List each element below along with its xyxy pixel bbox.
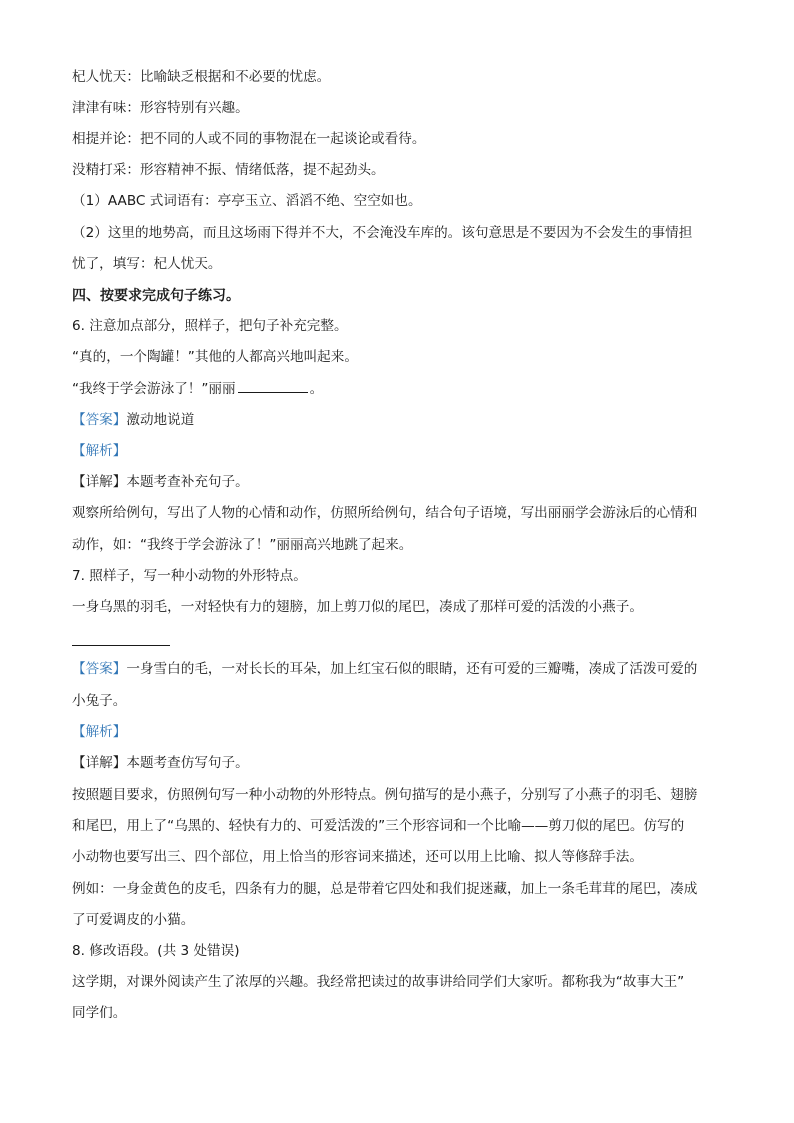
q6-prompt: 6. 注意加点部分，照样子，把句子补充完整。 — [72, 318, 348, 334]
q6-explain-line2: 动作，如：“我终于学会游泳了！”丽丽高兴地跳了起来。 — [72, 537, 413, 553]
q6-answer — [72, 410, 732, 430]
q7-explain-line3: 小动物也要写出三、四个部位，用上恰当的形容词来描述，还可以用上比喻、拟人等修辞手法。 — [72, 849, 643, 865]
answer-blank-line[interactable] — [72, 645, 170, 646]
section-heading: 四、按要求完成句子练习。 — [72, 288, 240, 304]
answer-tag: 【答案】 — [72, 661, 127, 677]
q6-fill-suffix: 。 — [309, 381, 324, 397]
q6-detail-text: 本题考查补充句子。 — [126, 474, 249, 490]
detail-tag: 【详解】 — [72, 474, 127, 490]
q6-answer-text: 激动地说道 — [126, 412, 195, 428]
q7-detail — [72, 753, 732, 773]
q7-example: 一身乌黑的羽毛，一对轻快有力的翅膀，加上剪刀似的尾巴，凑成了那样可爱的活泼的小燕子。 — [72, 599, 643, 615]
idiom-meijing: 没精打采：形容精神不振、情绪低落，提不起劲头。 — [72, 162, 385, 178]
q7-answer-line2: 小兔子。 — [72, 693, 127, 709]
q8-para-line1: 这学期，对课外阅读产生了浓厚的兴趣。我经常把读过的故事讲给同学们大家听。都称我为“故事大王” — [72, 974, 685, 990]
answer-tag: 【答案】 — [72, 412, 127, 428]
q7-explain-line2: 和尾巴，用上了“乌黑的、轻快有力的、可爱活泼的”三个形容词和一个比喻——剪刀似的尾巴。仿写的 — [72, 818, 685, 834]
q6-fill-prefix: “我终于学会游泳了！”丽丽 — [72, 381, 236, 397]
q8-prompt: 8. 修改语段。(共 3 处错误) — [72, 943, 240, 959]
fill-blank[interactable] — [238, 380, 308, 393]
q7-answer-line1 — [72, 659, 732, 679]
q6-example: “真的，一个陶罐！”其他的人都高兴地叫起来。 — [72, 349, 358, 365]
q7-explain-line1: 按照题目要求，仿照例句写一种小动物的外形特点。例句描写的是小燕子，分别写了小燕子的羽毛、翅膀 — [72, 787, 698, 803]
q7-prompt: 7. 照样子，写一种小动物的外形特点。 — [72, 568, 307, 584]
answer-q2-line1: （2）这里的地势高，而且这场雨下得并不大，不会淹没车库的。该句意思是不要因为不会发生的事情担 — [72, 225, 693, 241]
q7-detail-text: 本题考查仿写句子。 — [126, 755, 249, 771]
q7-example-line2: 了可爱调皮的小猫。 — [72, 912, 195, 928]
detail-tag: 【详解】 — [72, 755, 127, 771]
q6-fill-sentence — [72, 379, 732, 399]
q7-analysis-tag: 【解析】 — [72, 724, 127, 740]
q6-explain-line1: 观察所给例句，写出了人物的心情和动作，仿照所给例句，结合句子语境，写出丽丽学会游泳后的心情和 — [72, 505, 698, 521]
q8-para-line2: 同学们。 — [72, 1005, 127, 1021]
idiom-xiangti: 相提并论：把不同的人或不同的事物混在一起谈论或看待。 — [72, 131, 426, 147]
answer-q2-line2: 忧了，填写：杞人忧天。 — [72, 256, 222, 272]
q6-detail — [72, 472, 732, 492]
idiom-jinjin: 津津有味：形容特别有兴趣。 — [72, 100, 249, 116]
q7-example-line1: 例如：一身金黄色的皮毛，四条有力的腿，总是带着它四处和我们捉迷藏，加上一条毛茸茸的尾巴，凑成 — [72, 881, 698, 897]
q7-answer-text: 一身雪白的毛，一对长长的耳朵，加上红宝石似的眼睛，还有可爱的三瓣嘴，凑成了活泼可爱的 — [126, 661, 698, 677]
q6-analysis-tag: 【解析】 — [72, 443, 127, 459]
answer-aabc: （1）AABC 式词语有：亭亭玉立、滔滔不绝、空空如也。 — [72, 193, 422, 209]
idiom-qiren: 杞人忧天：比喻缺乏根据和不必要的忧虑。 — [72, 69, 331, 85]
